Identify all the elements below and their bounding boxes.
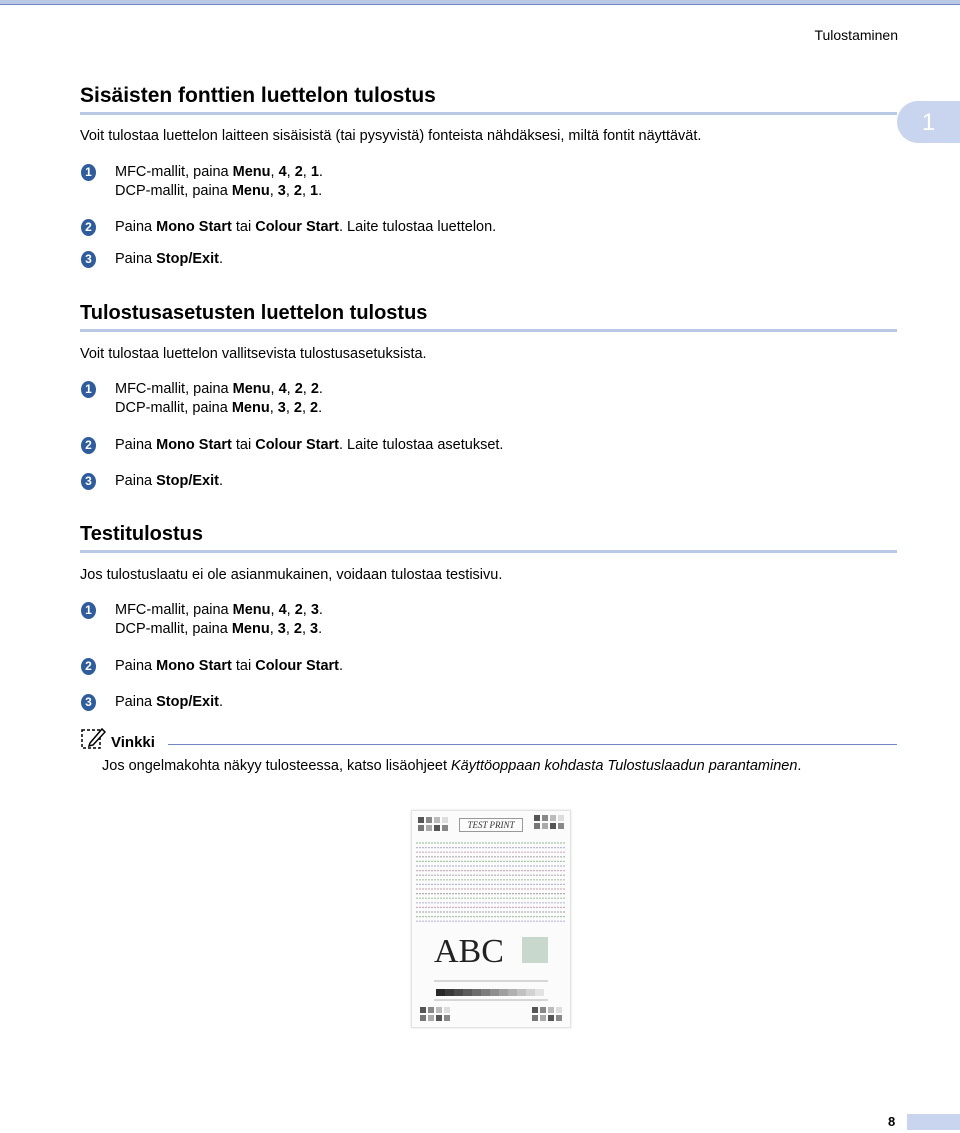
key-name: 2 (293, 183, 302, 199)
key-name: 2 (293, 621, 302, 637)
step-number-badge: 3 (81, 694, 96, 711)
step-text-run: , (301, 621, 311, 637)
step-text-run: , (286, 381, 295, 397)
step-text-run: Paina (115, 473, 157, 489)
step-text-run: DCP-mallit, paina (115, 400, 232, 416)
step-text-run: . (318, 164, 323, 180)
test-print-title: TEST PRINT (459, 818, 523, 832)
step-text-run: , (302, 164, 311, 180)
step-text-run: , (286, 164, 295, 180)
footer-tab (907, 1114, 960, 1130)
test-print-gray-step (499, 989, 508, 996)
key-name: 4 (278, 164, 287, 180)
key-name: Stop/Exit (156, 473, 219, 489)
header-rule-line (0, 4, 960, 5)
key-name: 3 (277, 183, 286, 199)
key-name: 1 (310, 164, 319, 180)
section-3-intro: Jos tulostuslaatu ei ole asianmukainen, voidaan tulostaa testisivu. (80, 567, 503, 583)
section-3-heading-block (80, 523, 897, 553)
section-1-heading-block (80, 84, 897, 115)
section-2-heading-block (80, 302, 897, 332)
section-1-intro: Voit tulostaa luettelon laitteen sisäisistä (tai pysyvistä) fonteista nähdäksesi, miltä fontit näyttävät. (80, 128, 702, 144)
key-name: Mono Start (156, 437, 232, 453)
step-text-run: . (318, 621, 323, 637)
note-label: Vinkki (111, 734, 155, 751)
step-text-run: . (318, 183, 323, 199)
key-name: 3 (310, 602, 319, 618)
step-text-run: tai (231, 219, 256, 235)
key-name: Colour Start (255, 658, 339, 674)
step-text-run: MFC-mallit, paina (115, 602, 233, 618)
step-text-run: Paina (115, 219, 157, 235)
key-name: Menu (232, 164, 271, 180)
test-print-gray-step (472, 989, 481, 996)
key-name: 2 (294, 164, 303, 180)
key-name: Stop/Exit (156, 251, 219, 267)
key-name: Menu (231, 621, 270, 637)
step-text-run: , (270, 381, 279, 397)
test-print-gray-step (508, 989, 517, 996)
step-text-run: , (270, 602, 279, 618)
key-name: 2 (310, 400, 319, 416)
key-name: 2 (293, 400, 302, 416)
test-print-gray-step (526, 989, 535, 996)
test-print-abc: ABC (434, 933, 504, 970)
step-text-line (115, 601, 323, 620)
section-2-intro: Voit tulostaa luettelon vallitsevista tulostusasetuksista. (80, 346, 427, 362)
step-text-run: Paina (115, 251, 157, 267)
step-text-line (115, 163, 323, 182)
step-text-run: , (302, 381, 311, 397)
step-text-run: . (218, 694, 223, 710)
section-2-heading: Tulostusasetusten luettelon tulostus (80, 302, 428, 324)
note-pencil-icon (80, 726, 106, 750)
step-text-line (115, 399, 322, 418)
step-text-run: , (285, 621, 294, 637)
key-name: 1 (310, 183, 319, 199)
step-number-badge: 2 (81, 658, 96, 675)
step-text-run: DCP-mallit, paina (115, 183, 232, 199)
step-text-line (115, 250, 223, 269)
step-text-run: Paina (115, 694, 157, 710)
key-name: Menu (232, 602, 271, 618)
key-name: Menu (231, 400, 270, 416)
step-text-run: , (269, 621, 278, 637)
running-header-title: Tulostaminen (814, 27, 898, 43)
step-text-run: Paina (115, 658, 157, 674)
step-text-line (115, 620, 322, 639)
test-print-gray-step (436, 989, 445, 996)
note-text-end: . (797, 758, 802, 774)
step-text-line (115, 472, 223, 491)
step-number-badge: 1 (81, 381, 96, 398)
step-text-run: MFC-mallit, paina (115, 164, 233, 180)
key-name: Stop/Exit (156, 694, 219, 710)
step-text-run: . (218, 473, 223, 489)
step-text-run: , (285, 400, 294, 416)
section-3-heading: Testitulostus (80, 523, 203, 545)
step-text-run: , (286, 602, 295, 618)
step-text-run: , (301, 400, 311, 416)
note-text-plain: Jos ongelmakohta näkyy tulosteessa, katso lisäohjeet (102, 758, 452, 774)
heading-rule (80, 112, 897, 115)
step-text-run: tai (231, 658, 256, 674)
step-text-run: , (270, 164, 279, 180)
key-name: Colour Start (255, 437, 339, 453)
step-text-run: , (285, 183, 294, 199)
test-print-text-lines (412, 811, 570, 1027)
step-text-run: MFC-mallit, paina (115, 381, 233, 397)
step-text-run: tai (231, 437, 256, 453)
key-name: 3 (310, 621, 319, 637)
key-name: Menu (231, 183, 270, 199)
test-print-gray-step (445, 989, 454, 996)
test-print-gray-step (517, 989, 526, 996)
test-print-gray-step (535, 989, 544, 996)
key-name: 4 (278, 602, 287, 618)
step-text-run: , (302, 602, 311, 618)
step-number-badge: 1 (81, 164, 96, 181)
step-text-run: . (318, 381, 323, 397)
step-text-line (115, 218, 496, 237)
step-text-run: . Laite tulostaa luettelon. (339, 219, 497, 235)
note-text (102, 756, 892, 776)
step-text-run: , (301, 183, 311, 199)
step-text-line (115, 182, 322, 201)
step-text-line (115, 693, 223, 712)
test-print-color-patch (522, 937, 548, 963)
step-number-badge: 2 (81, 437, 96, 454)
step-number-badge: 2 (81, 219, 96, 236)
step-text-run: . (339, 658, 344, 674)
key-name: Menu (232, 381, 271, 397)
test-print-gray-step (481, 989, 490, 996)
step-text-run: . (218, 251, 223, 267)
step-number-badge: 3 (81, 251, 96, 268)
test-print-gray-step (463, 989, 472, 996)
key-name: 3 (277, 621, 286, 637)
key-name: 3 (277, 400, 286, 416)
key-name: Mono Start (156, 658, 232, 674)
heading-rule (80, 329, 897, 332)
step-text-run: Paina (115, 437, 157, 453)
step-text-run: . (318, 602, 323, 618)
key-name: Colour Start (255, 219, 339, 235)
key-name: Mono Start (156, 219, 232, 235)
test-print-gray-step (490, 989, 499, 996)
chapter-tab (897, 101, 960, 143)
note-rule (168, 744, 897, 745)
heading-rule (80, 550, 897, 553)
step-text-run: , (269, 400, 278, 416)
section-1-heading: Sisäisten fonttien luettelon tulostus (80, 84, 436, 107)
chapter-number: 1 (921, 109, 936, 136)
page-number: 8 (888, 1114, 896, 1129)
key-name: 2 (294, 381, 303, 397)
step-text-run: , (269, 183, 278, 199)
step-number-badge: 3 (81, 473, 96, 490)
step-number-badge: 1 (81, 602, 96, 619)
note-text-reference: Käyttöoppaan kohdasta Tulostuslaadun parantaminen (451, 758, 798, 774)
step-text-run: . Laite tulostaa asetukset. (339, 437, 504, 453)
step-text-run: . (318, 400, 323, 416)
key-name: 4 (278, 381, 287, 397)
step-text-line (115, 657, 343, 676)
step-text-run: DCP-mallit, paina (115, 621, 232, 637)
key-name: 2 (294, 602, 303, 618)
step-text-line (115, 380, 323, 399)
key-name: 2 (310, 381, 319, 397)
test-print-sample-image (411, 810, 571, 1028)
step-text-line (115, 436, 503, 455)
test-print-gray-step (454, 989, 463, 996)
